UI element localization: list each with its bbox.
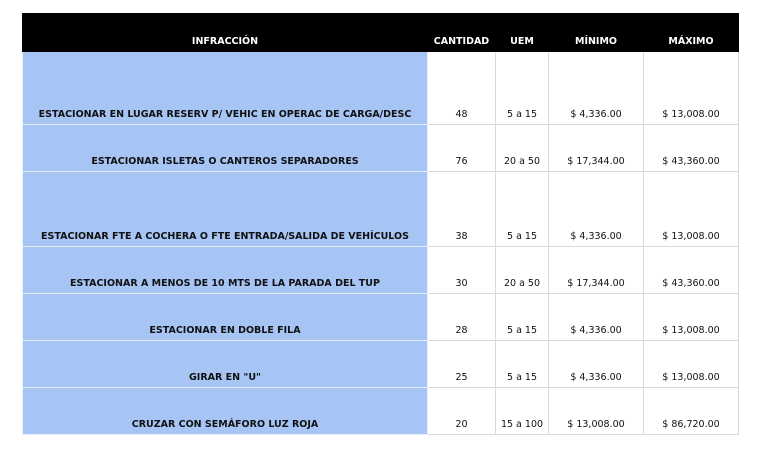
table-row — [23, 125, 739, 172]
header-infraccion: INFRACCIÓN — [23, 14, 428, 52]
cell-maximo: $ 13,008.00 — [644, 294, 739, 341]
cell-infraccion: ESTACIONAR A MENOS DE 10 MTS DE LA PARADA DEL TUP — [23, 247, 428, 294]
cell-maximo: $ 43,360.00 — [644, 247, 739, 294]
cell-uem: 15 a 100 — [496, 388, 549, 435]
table-header-row — [23, 14, 739, 52]
cell-minimo: $ 4,336.00 — [549, 52, 644, 125]
cell-minimo: $ 17,344.00 — [549, 125, 644, 172]
cell-maximo: $ 13,008.00 — [644, 341, 739, 388]
header-cantidad: CANTIDAD — [428, 14, 496, 52]
cell-cantidad: 30 — [428, 247, 496, 294]
cell-infraccion: ESTACIONAR EN DOBLE FILA — [23, 294, 428, 341]
cell-cantidad: 20 — [428, 388, 496, 435]
cell-minimo: $ 13,008.00 — [549, 388, 644, 435]
cell-maximo: $ 43,360.00 — [644, 125, 739, 172]
header-maximo: MÁXIMO — [644, 14, 739, 52]
infractions-table-container — [22, 13, 739, 435]
cell-cantidad: 38 — [428, 172, 496, 247]
cell-maximo: $ 86,720.00 — [644, 388, 739, 435]
header-minimo: MÍNIMO — [549, 14, 644, 52]
table-row — [23, 341, 739, 388]
table-row — [23, 388, 739, 435]
cell-uem: 20 a 50 — [496, 247, 549, 294]
table-row — [23, 247, 739, 294]
cell-cantidad: 76 — [428, 125, 496, 172]
cell-minimo: $ 17,344.00 — [549, 247, 644, 294]
cell-infraccion: ESTACIONAR EN LUGAR RESERV P/ VEHIC EN OPERAC DE CARGA/DESC — [23, 52, 428, 125]
cell-infraccion: GIRAR EN "U" — [23, 341, 428, 388]
cell-uem: 20 a 50 — [496, 125, 549, 172]
table-row — [23, 294, 739, 341]
cell-minimo: $ 4,336.00 — [549, 294, 644, 341]
cell-infraccion: CRUZAR CON SEMÁFORO LUZ ROJA — [23, 388, 428, 435]
header-uem: UEM — [496, 14, 549, 52]
cell-uem: 5 a 15 — [496, 52, 549, 125]
cell-cantidad: 25 — [428, 341, 496, 388]
cell-minimo: $ 4,336.00 — [549, 341, 644, 388]
cell-cantidad: 28 — [428, 294, 496, 341]
cell-uem: 5 a 15 — [496, 294, 549, 341]
cell-uem: 5 a 15 — [496, 172, 549, 247]
cell-maximo: $ 13,008.00 — [644, 172, 739, 247]
cell-infraccion: ESTACIONAR ISLETAS O CANTEROS SEPARADORES — [23, 125, 428, 172]
table-row — [23, 52, 739, 125]
infractions-table — [22, 13, 739, 435]
cell-cantidad: 48 — [428, 52, 496, 125]
table-row — [23, 172, 739, 247]
cell-maximo: $ 13,008.00 — [644, 52, 739, 125]
cell-uem: 5 a 15 — [496, 341, 549, 388]
cell-minimo: $ 4,336.00 — [549, 172, 644, 247]
cell-infraccion: ESTACIONAR FTE A COCHERA O FTE ENTRADA/SALIDA DE VEHÍCULOS — [23, 172, 428, 247]
